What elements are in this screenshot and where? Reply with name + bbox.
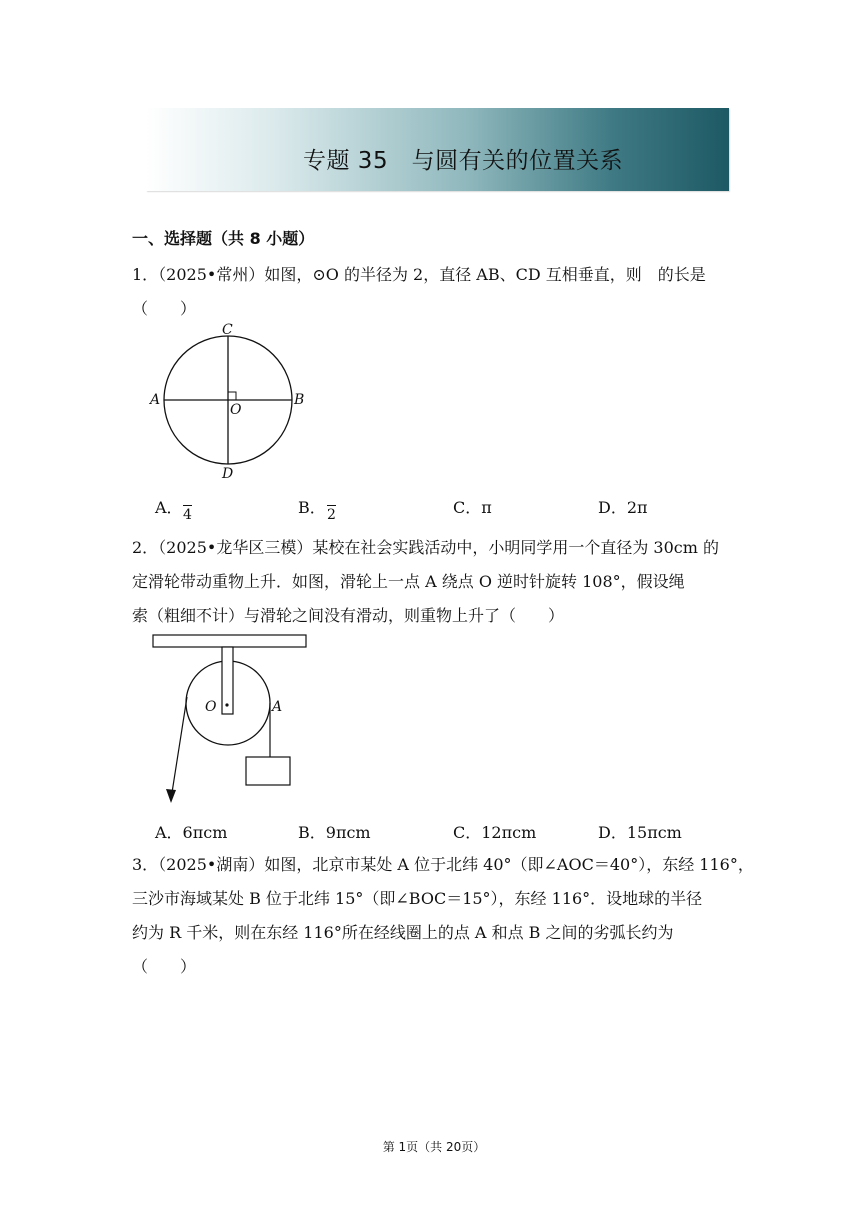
q2-option-a: A．6πcm [155,823,228,842]
label-a: A [150,392,161,408]
q1-text-line1: 1．（2025•常州）如图，⊙O 的半径为 2，直径 AB、CD 互相垂直，则 的长是 [132,265,706,284]
q1-option-b: B． [298,498,326,517]
label-b: B [294,392,305,408]
q2-option-c: C．12πcm [453,823,537,842]
q3-text-line4: （ ） [132,957,197,976]
q1-option-d: D．2π [598,498,648,517]
page-number-footer: 第 1页（共 20页） [382,1140,486,1154]
label-o: O [205,699,217,715]
page-title: 专题 35 与圆有关的位置关系 [303,148,624,174]
label-d: D [222,466,234,482]
section-heading: 一、选择题（共 8 小题） [132,229,315,248]
q3-text-line1: 3．（2025•湖南）如图，北京市某处 A 位于北纬 40°（即∠AOC＝40°），东经 116°， [132,855,754,874]
label-a: A [272,699,283,715]
label-c: C [222,322,233,338]
q2-text-line2: 定滑轮带动重物上升．如图，滑轮上一点 A 绕点 O 逆时针旋转 108°，假设绳 [132,572,685,591]
ceiling-beam [153,635,306,647]
q3-text-line2: 三沙市海域某处 B 位于北纬 15°（即∠BOC＝15°），东经 116°．设地球的半径 [132,889,703,908]
q1-option-a-denominator: 4 [183,507,192,523]
label-o: O [230,402,242,418]
q1-option-a: A． [155,498,183,517]
q2-option-b: B．9πcm [298,823,371,842]
q2-text-line1: 2．（2025•龙华区三模）某校在社会实践活动中，小明同学用一个直径为 30cm 的 [132,538,720,557]
rope-arrow-head [166,789,176,803]
center-point-o [225,703,228,706]
rope-left [171,697,187,799]
q2-text-line3: 索（粗细不计）与滑轮之间没有滑动，则重物上升了（ ） [132,606,565,625]
weight-block [246,757,290,785]
q1-option-c: C．π [453,498,492,517]
q1-text-line2: （ ） [132,299,197,318]
q1-option-b-denominator: 2 [327,507,336,523]
q3-text-line3: 约为 R 千米，则在东经 116°所在经线圈上的点 A 和点 B 之间的劣弧长约为 [132,923,674,942]
q2-option-d: D．15πcm [598,823,682,842]
